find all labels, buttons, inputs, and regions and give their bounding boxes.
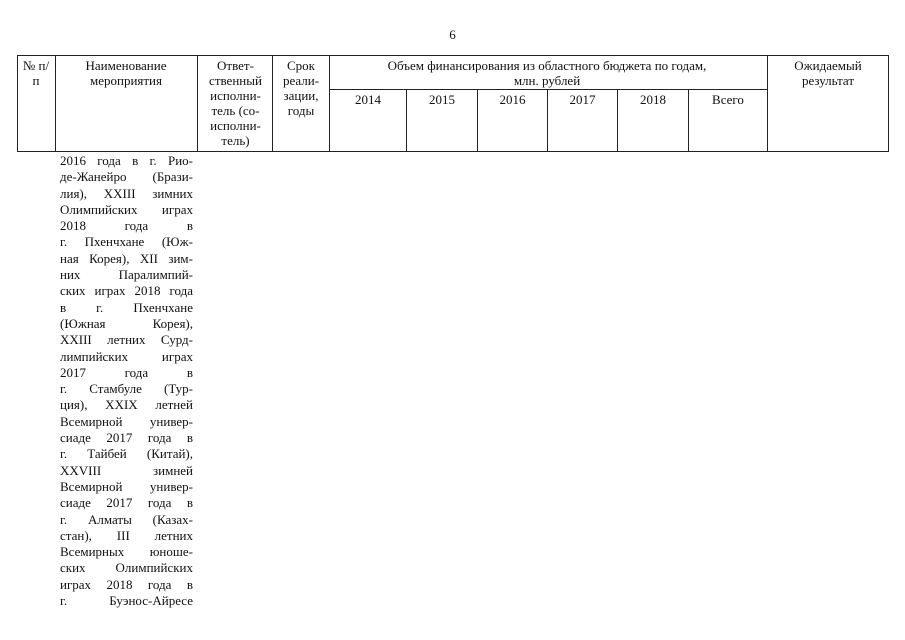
- year-2017-header: 2017: [569, 92, 596, 107]
- text-line: сиаде 2017 года в: [60, 495, 193, 511]
- year-2016-header: 2016: [499, 92, 526, 107]
- table-header: [17, 55, 889, 152]
- text-line: г. Буэнос-Айресе: [60, 593, 193, 609]
- text-line: ция), XXIX летней: [60, 397, 193, 413]
- text-line: ских играх 2018 года: [60, 283, 193, 299]
- text-line: г. Алматы (Казах-: [60, 511, 193, 527]
- page-number: 6: [449, 27, 456, 42]
- text-line: Всемирной универ-: [60, 478, 193, 494]
- year-row-divider: [329, 89, 767, 90]
- activity-name-text: [60, 153, 193, 609]
- col-border: [767, 55, 768, 152]
- col-border: [888, 55, 889, 152]
- text-line: сиаде 2017 года в: [60, 430, 193, 446]
- year-2014-header: 2014: [355, 92, 381, 107]
- col-number-header: № п/п: [22, 58, 50, 88]
- col-border: [197, 55, 198, 152]
- text-line: XXIII летних Сурд-: [60, 332, 193, 348]
- col-term-header: Срок реали-зации, годы: [282, 58, 320, 118]
- text-line: 2018 года в: [60, 218, 193, 234]
- text-line: стан), III летних: [60, 527, 193, 543]
- text-line: ная Корея), XII зим-: [60, 250, 193, 266]
- text-line: Всемирной универ-: [60, 413, 193, 429]
- text-line: 2017 года в: [60, 364, 193, 380]
- col-responsible-header: Ответ-ственный исполни-тель (со-исполни-тель): [209, 58, 262, 148]
- col-name-header: Наименование мероприятия: [85, 58, 167, 88]
- text-line: XXVIII зимней: [60, 462, 193, 478]
- text-line: г. Тайбей (Китай),: [60, 446, 193, 462]
- header-bottom-border: [17, 151, 889, 152]
- header-top-border: [17, 55, 889, 56]
- col-border: [55, 55, 56, 152]
- col-border: [272, 55, 273, 152]
- text-line: Всемирных юноше-: [60, 544, 193, 560]
- year-2015-header: 2015: [429, 92, 455, 107]
- text-line: 2016 года в г. Рио-: [60, 153, 193, 168]
- col-result-header: Ожидаемый результат: [794, 58, 862, 88]
- text-line: в г. Пхенчхане: [60, 299, 193, 315]
- text-line: г. Пхенчхане (Юж-: [60, 234, 193, 250]
- text-line: г. Стамбуле (Тур-: [60, 381, 193, 397]
- col-border: [17, 55, 18, 152]
- text-line: Олимпийских играх: [60, 201, 193, 217]
- text-line: (Южная Корея),: [60, 315, 193, 331]
- text-line: играх 2018 года в: [60, 576, 193, 592]
- text-line: лимпийских играх: [60, 348, 193, 364]
- text-line: ских Олимпийских: [60, 560, 193, 576]
- text-line: де-Жанейро (Брази-: [60, 169, 193, 185]
- col-financing-header: Объем финансирования из областного бюджета по годам, млн. рублей: [387, 58, 707, 88]
- total-header: Всего: [712, 92, 744, 107]
- year-2018-header: 2018: [640, 92, 666, 107]
- text-line: лия), XXIII зимних: [60, 185, 193, 201]
- text-line: них Паралимпий-: [60, 267, 193, 283]
